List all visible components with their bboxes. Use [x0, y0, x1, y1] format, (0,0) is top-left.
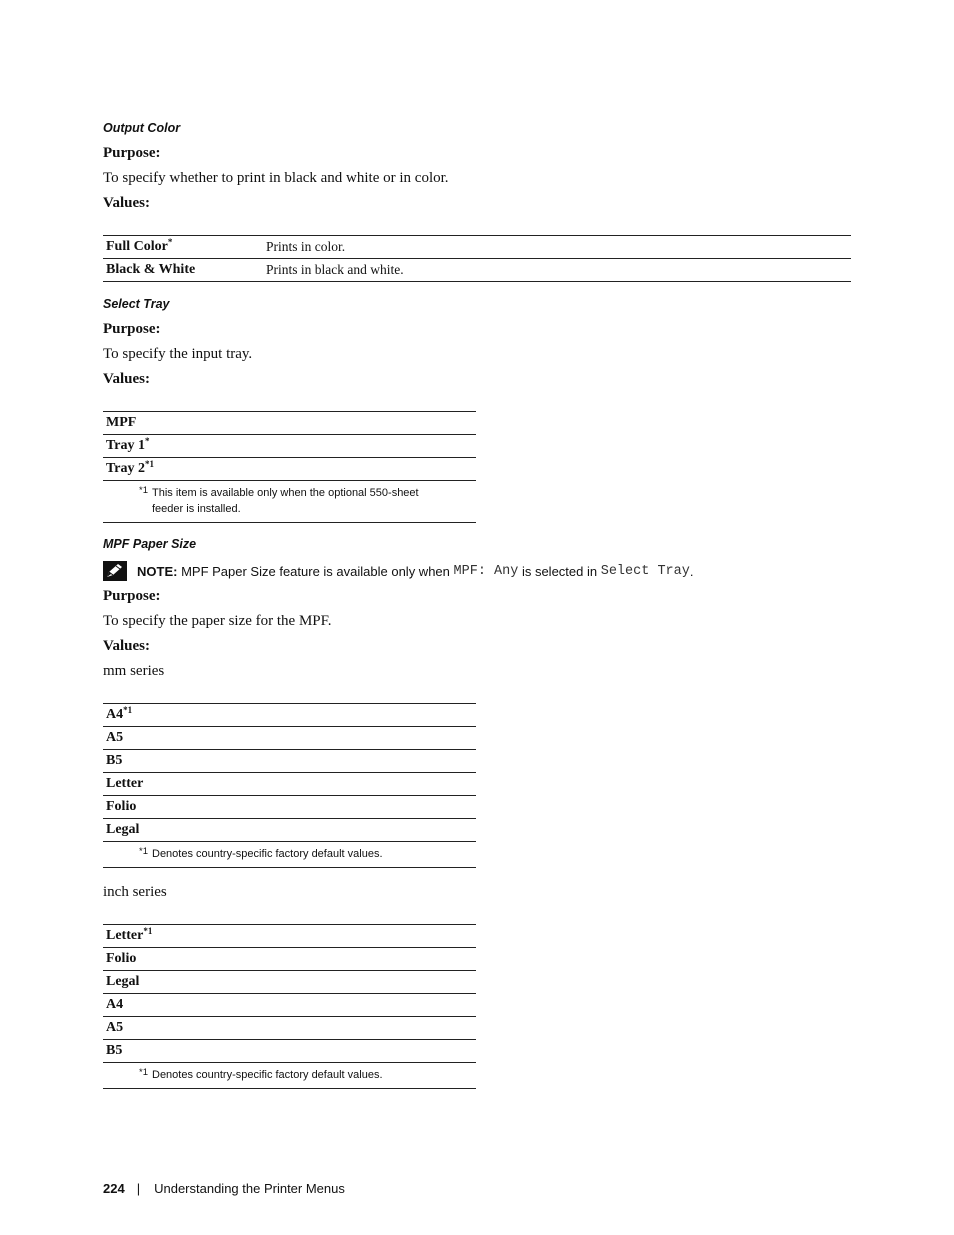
table-row [103, 727, 476, 750]
footer-separator: | [136, 1181, 141, 1196]
footnote-mark: *1 [139, 846, 148, 857]
footnote-text: This item is available only when the optional 550-sheet feeder is installed. [152, 487, 419, 515]
mm-series-label: mm series [103, 663, 165, 679]
footnote [103, 842, 476, 868]
value-name: Black & White [103, 259, 263, 282]
select-tray-values-label: Values: [103, 371, 150, 387]
select-tray-heading: Select Tray [103, 297, 170, 311]
value-name: MPF [103, 412, 476, 435]
note-text: MPF Paper Size feature is available only when [181, 563, 450, 579]
note-text: is selected in [521, 563, 598, 579]
value-name: Full Color* [103, 236, 263, 259]
value-name: Folio [103, 796, 476, 819]
note-pencil-icon [103, 561, 127, 581]
footnote [103, 481, 476, 523]
table-row [103, 259, 851, 282]
value-name: Legal [103, 819, 476, 842]
output-color-heading: Output Color [103, 121, 181, 135]
value-name: B5 [103, 750, 476, 773]
footnote-mark: *1 [139, 485, 148, 496]
note-code: Select Tray [600, 563, 690, 579]
select-tray-purpose-text: To specify the input tray. [103, 346, 253, 362]
output-color-values-label: Values: [103, 195, 150, 211]
table-row [103, 412, 476, 435]
output-color-purpose-text: To specify whether to print in black and white or in color. [103, 170, 449, 186]
note-end: . [689, 563, 694, 579]
output-color-table [103, 235, 851, 282]
output-color-purpose-label: Purpose: [103, 145, 161, 161]
table-row [103, 994, 476, 1017]
value-name: B5 [103, 1040, 476, 1063]
inch-series-label: inch series [103, 884, 167, 900]
value-name: Legal [103, 971, 476, 994]
value-name: A4$^{*1}$ [103, 704, 476, 727]
value-name: Tray 1* [103, 435, 476, 458]
inch-series-table [103, 924, 476, 1089]
table-row [103, 704, 476, 727]
value-name: Letter$^{*1}$ [103, 925, 476, 948]
table-row [103, 971, 476, 994]
table-row [103, 435, 476, 458]
page-footer [103, 1181, 345, 1196]
select-tray-table [103, 411, 476, 523]
value-name: A5 [103, 727, 476, 750]
table-row [103, 236, 851, 259]
mpf-purpose-text: To specify the paper size for the MPF. [103, 613, 332, 629]
footer-title: Understanding the Printer Menus [154, 1181, 345, 1196]
footnote-mark: *1 [139, 1067, 148, 1078]
value-name: A5 [103, 1017, 476, 1040]
value-desc: Prints in color. [263, 236, 851, 259]
value-desc: Prints in black and white. [263, 259, 851, 282]
table-row [103, 796, 476, 819]
footnote-text: Denotes country-specific factory default values. [152, 848, 383, 860]
footnote-text: Denotes country-specific factory default values. [152, 1069, 383, 1081]
table-row [103, 773, 476, 796]
value-name: Letter [103, 773, 476, 796]
table-row [103, 750, 476, 773]
table-row [103, 458, 476, 481]
page-number: 224 [103, 1181, 125, 1196]
select-tray-purpose-label: Purpose: [103, 321, 161, 337]
footnote-row [103, 481, 476, 523]
table-row [103, 925, 476, 948]
mpf-paper-size-heading: MPF Paper Size [103, 537, 197, 551]
footnote [103, 1063, 476, 1089]
note-box [103, 561, 693, 581]
footnote-row [103, 842, 476, 868]
value-name: Folio [103, 948, 476, 971]
mpf-purpose-label: Purpose: [103, 588, 161, 604]
table-row [103, 1040, 476, 1063]
mm-series-table [103, 703, 476, 868]
mpf-values-label: Values: [103, 638, 150, 654]
value-name: A4 [103, 994, 476, 1017]
table-row [103, 948, 476, 971]
note-label: NOTE: [137, 563, 178, 579]
table-row [103, 819, 476, 842]
footnote-row [103, 1063, 476, 1089]
note-code: MPF: Any [453, 563, 519, 579]
table-row [103, 1017, 476, 1040]
value-name: Tray 2$^{*1}$ [103, 458, 476, 481]
